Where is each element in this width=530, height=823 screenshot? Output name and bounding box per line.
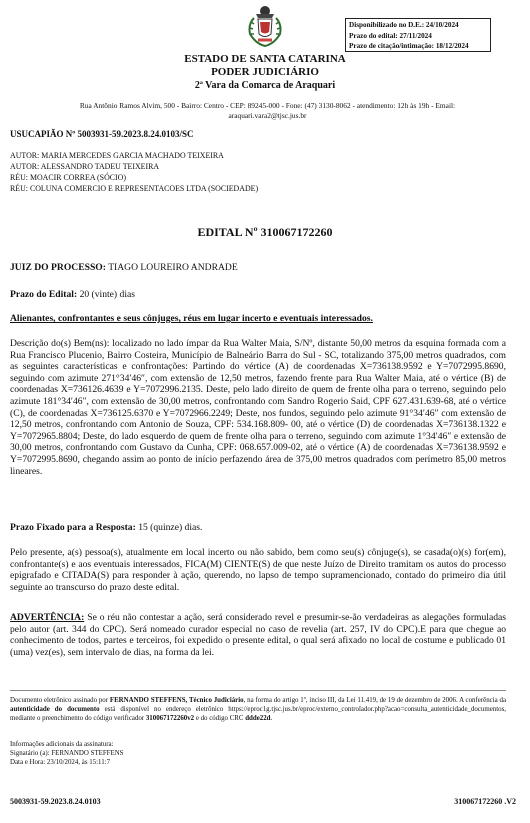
footer-case-number: 5003931-59.2023.8.24.0103 xyxy=(10,797,101,806)
party-item: AUTOR: MARIA MERCEDES GARCIA MACHADO TEIXEIRA xyxy=(10,151,224,160)
coat-of-arms-icon xyxy=(246,4,284,48)
signature-info xyxy=(10,740,506,767)
signatory: Signatário (a): FERNANDO STEFFENS xyxy=(10,750,124,757)
party-item: RÉU: COLUNA COMERCIO E REPRESENTACOES LTDA (SOCIEDADE) xyxy=(10,184,259,193)
edital-deadline: Prazo do edital: 27/11/2024 xyxy=(349,31,432,40)
citation-deadline: Prazo de citação/intimação: 18/12/2024 xyxy=(349,42,469,50)
signature-datetime: Data e Hora: 23/10/2024, às 15:11:7 xyxy=(10,759,111,766)
divider xyxy=(10,690,506,691)
prazo-resposta: Prazo Fixado para a Resposta: 15 (quinze) dias. xyxy=(10,522,203,533)
signature-notice: Documento eletrônico assinado por FERNANDO STEFFENS, Técnico Judiciário, na forma do artigo 1º, inciso III, da Lei 11.419, de 19 de dezembro de 2006. A conferência da autenticidade do documento está disponível no endereço eletrônico https://eproc1g.tjsc.jus.br/eproc/externo_controlador.php?acao=consulta_autenticidade_documentos, mediante o preenchimento do código verificador 310067172260v2 e do código CRC ddde22d. xyxy=(10,697,506,722)
edital-title: EDITAL Nº 310067172260 xyxy=(197,225,333,239)
party-item: AUTOR: ALESSANDRO TADEU TEIXEIRA xyxy=(10,162,160,171)
judge-line: JUIZ DO PROCESSO: TIAGO LOUREIRO ANDRADE xyxy=(10,262,238,273)
case-number: USUCAPIÃO Nº 5003931-59.2023.8.24.0103/SC xyxy=(10,129,194,139)
court-name: 2ª Vara da Comarca de Araquari xyxy=(194,80,336,91)
footer-document-id: 310067172260 .V2 xyxy=(454,797,516,806)
warning-paragraph: ADVERTÊNCIA: Se o réu não contestar a ação, será considerado revel e presumir-se-ão verdadeiras as alegações formuladas pelo autor (art. 344 do CPC). Será nomeado curador especial no caso de revelia (art. 257, IV do CPC).E para que chegue ao conhecimento de todos, partes e terceiros, foi expedido o presente edital, o qual será afixado no local de costume e publicado 01 (uma) vez(es), sem intervalo de dias, na forma da lei. xyxy=(10,612,506,658)
addressees: Alienantes, confrontantes e seus cônjuges, réus em lugar incerto e eventuais interessados. xyxy=(10,313,373,324)
court-address xyxy=(40,101,495,121)
publication-date: Disponibilizado no D.E.: 24/10/2024 xyxy=(349,21,459,29)
address-line-2: araquari.vara2@tjsc.jus.br xyxy=(228,111,307,120)
prazo-edital: Prazo do Edital: 20 (vinte) dias xyxy=(10,289,135,300)
party-item: RÉU: MOACIR CORREA (SÓCIO) xyxy=(10,173,126,182)
address-line-1: Rua Antônio Ramos Alvim, 500 - Bairro: Centro - CEP: 89245-000 - Fone: (47) 3130-8062 - atendimento: 12h às 19h - Email: xyxy=(79,101,456,110)
parties-list xyxy=(10,150,506,194)
publication-dates-box xyxy=(345,18,491,52)
state-name: ESTADO DE SANTA CATARINA xyxy=(184,53,346,65)
judiciary-name: PODER JUDICIÁRIO xyxy=(211,66,319,78)
citation-paragraph: Pelo presente, a(s) pessoa(s), atualmente em local incerto ou não sabido, bem como seu(s) cônjuge(s), se casada(o)(s) for(em), confrontante(s) e aos eventuais interessados, FICA(M) CIENTE(S) de que neste Juízo de Direito tramitam os autos do processo epigrafado e CITADA(S) para responder à ação, querendo, no lapso de tempo supramencionado, contado do primeiro dia útil seguinte ao transcurso do prazo deste edital. xyxy=(10,547,506,593)
property-description: Descrição do(s) Bem(ns): localizado no lado ímpar da Rua Walter Maia, S/Nº, distante 50,00 metros da esquina formada com a Rua Francisco Plucenio, Bairro Costeira, Município de Balneário Barra do Sul - SC, totalizando 375,00 metros quadrados, com as seguintes características e confrontações: Partindo do vértice (A) de coordenadas X=736138.9592 e Y=7072995.8690, seguindo com azimute 271°34′46″, com extensão de 12,50 metros, fazendo frente para Rua Walter Maia, até o vértice (B) de coordenadas X=736126.4639 e Y=7072996.2135. Deste, pelo lado direito de quem de frente olha para o terreno, seguindo pelo azimute 181°34′46″, com extensão de 30,00 metros, confrontando com Sandro Rogerio Said, CPF 627.431.639-68, até o vértice (C), de coordenadas X=736125.6370 e Y=7072966.2249; Deste, nos fundos, seguindo pelo azimute 91°34′46″ com extensão de 12,50 metros, confrontando com Antonio de Souza, CPF: 534.168.809- 00, até o vértice (D) de coordenadas X=736138.1322 e Y=7072965.8804; Deste, do lado esquerdo de quem de frente olha para o terreno, seguindo com azimute 1°34′46″ e extensão de 30,00 metros, confrontando com Gustavo da Cunha, CPF: 068.657.009-02, até o vértice (A) de coordenadas X=736138.9592 e Y=7072995.8690, chegando assim ao ponto de início perfazendo área de 375,00 metros quadrados com perímetro 85,00 metros lineares. xyxy=(10,338,506,477)
signature-info-title: Informações adicionais da assinatura: xyxy=(10,741,114,748)
